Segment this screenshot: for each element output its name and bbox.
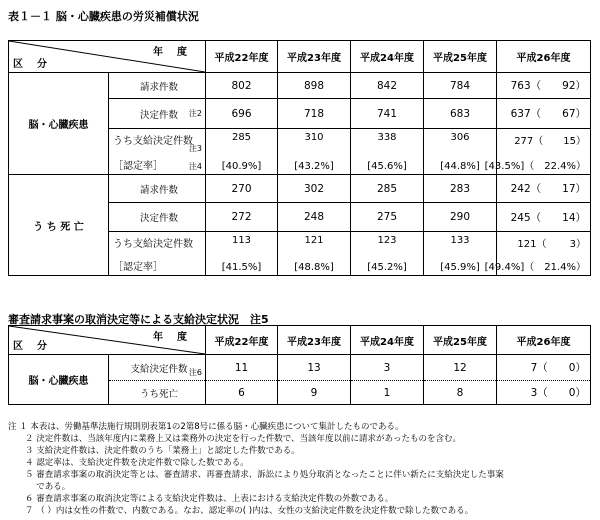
cell-value: 718 [278, 99, 351, 129]
row-label-deaths: うち死亡 [109, 381, 206, 405]
cell-value: 637（ 67） [497, 99, 591, 129]
cell-value: 8 [424, 381, 497, 405]
year-header: 平成26年度 [497, 326, 591, 355]
row-label-approvals-rate: うち支給決定件数 ［認定率］ [109, 232, 206, 276]
cell-value: 283 [424, 175, 497, 203]
category-brain-heart: 脳・心臓疾患 [9, 73, 109, 175]
cell-value: 310 [43.2%] [278, 129, 351, 175]
year-header: 平成25年度 [424, 41, 497, 73]
header-corner [9, 41, 206, 73]
header-corner [9, 326, 206, 355]
header-year-label: 年 度 [153, 332, 189, 343]
row-label-decisions: 決定件数 [109, 203, 206, 232]
cell-value: 7（ 0） [497, 355, 591, 381]
cell-value: 11 [206, 355, 278, 381]
footnote-line: ２ 決定件数は、当該年度内に業務上又は業務外の決定を行った件数で、当該年度以前に請求があったものを含む。 [8, 434, 461, 444]
header-category-label: 区 分 [13, 341, 49, 352]
row-label-decisions: 決定件数 注2 [109, 99, 206, 129]
cell-value: 338 [45.6%] [351, 129, 424, 175]
cell-value: 245（ 14） [497, 203, 591, 232]
cell-value: 12 [424, 355, 497, 381]
row-label-approvals-rate: うち支給決定件数 注3 ［認定率］ 注4 [109, 129, 206, 175]
cell-value: 248 [278, 203, 351, 232]
footnotes [8, 421, 598, 517]
cell-value: 802 [206, 73, 278, 99]
footnote-line: ６ 審査請求事案の取消決定等による支給決定件数は、上表における支給決定件数の外数である。 [8, 494, 394, 504]
cell-value: 272 [206, 203, 278, 232]
row-label-approvals: 支給決定件数 注6 [109, 355, 206, 381]
year-header: 平成23年度 [278, 326, 351, 355]
cell-value: 741 [351, 99, 424, 129]
cell-value: 121（ 3） [49.4%]（ 21.4%） [497, 232, 591, 276]
cell-value: 9 [278, 381, 351, 405]
cell-value: 6 [206, 381, 278, 405]
footnote-line: ５ 審査請求事案の取消決定等とは、審査請求、再審査請求、訴訟により処分取消となったことに伴い新たに支給決定した事案 [8, 470, 504, 480]
header-category-label: 区 分 [13, 59, 49, 70]
header-year-label: 年 度 [153, 47, 189, 58]
table2-title: 審査請求事案の取消決定等による支給決定状況 注5 [8, 313, 269, 326]
year-header: 平成22年度 [206, 326, 278, 355]
footnote-line: ４ 認定率は、支給決定件数を決定件数で除した数である。 [8, 458, 249, 468]
cell-value: 123 [45.2%] [351, 232, 424, 276]
compensation-table [8, 40, 591, 276]
row-label-claims: 請求件数 [109, 175, 206, 203]
cell-value: 113 [41.5%] [206, 232, 278, 276]
appeal-table [8, 325, 591, 405]
cell-value: 763（ 92） [497, 73, 591, 99]
cell-value: 3（ 0） [497, 381, 591, 405]
cell-value: 842 [351, 73, 424, 99]
cell-value: 121 [48.8%] [278, 232, 351, 276]
year-header: 平成24年度 [351, 41, 424, 73]
year-header: 平成23年度 [278, 41, 351, 73]
cell-value: 242（ 17） [497, 175, 591, 203]
cell-value: 696 [206, 99, 278, 129]
footnote-line: ３ 支給決定件数は、決定件数のうち「業務上」と認定した件数である。 [8, 446, 300, 456]
cell-value: 1 [351, 381, 424, 405]
cell-value: 133 [45.9%] [424, 232, 497, 276]
row-label-claims: 請求件数 [109, 73, 206, 99]
cell-value: 285 [351, 175, 424, 203]
cell-value: 306 [44.8%] [424, 129, 497, 175]
year-header: 平成24年度 [351, 326, 424, 355]
cell-value: 290 [424, 203, 497, 232]
category-brain-heart: 脳・心臓疾患 [9, 355, 109, 405]
footnote-line: 注 １ 本表は、労働基準法施行規則別表第1の2第8号に係る脳・心臓疾患について集計したものである。 [8, 422, 404, 432]
cell-value: 275 [351, 203, 424, 232]
year-header: 平成26年度 [497, 41, 591, 73]
cell-value: 285 [40.9%] [206, 129, 278, 175]
cell-value: 898 [278, 73, 351, 99]
year-header: 平成25年度 [424, 326, 497, 355]
cell-value: 3 [351, 355, 424, 381]
footnote-line: ７ （ ）内は女性の件数で、内数である。なお、認定率の( )内は、女性の支給決定件数を決定件数で除した数である。 [8, 506, 474, 516]
cell-value: 270 [206, 175, 278, 203]
year-header: 平成22年度 [206, 41, 278, 73]
category-deaths: う ち 死 亡 [9, 175, 109, 276]
cell-value: 277（ 15） [43.5%]（ 22.4%） [497, 129, 591, 175]
cell-value: 13 [278, 355, 351, 381]
cell-value: 784 [424, 73, 497, 99]
table1-title: 表１－１ 脳・心臓疾患の労災補償状況 [8, 10, 199, 23]
cell-value: 683 [424, 99, 497, 129]
footnote-line: である。 [8, 482, 71, 492]
cell-value: 302 [278, 175, 351, 203]
